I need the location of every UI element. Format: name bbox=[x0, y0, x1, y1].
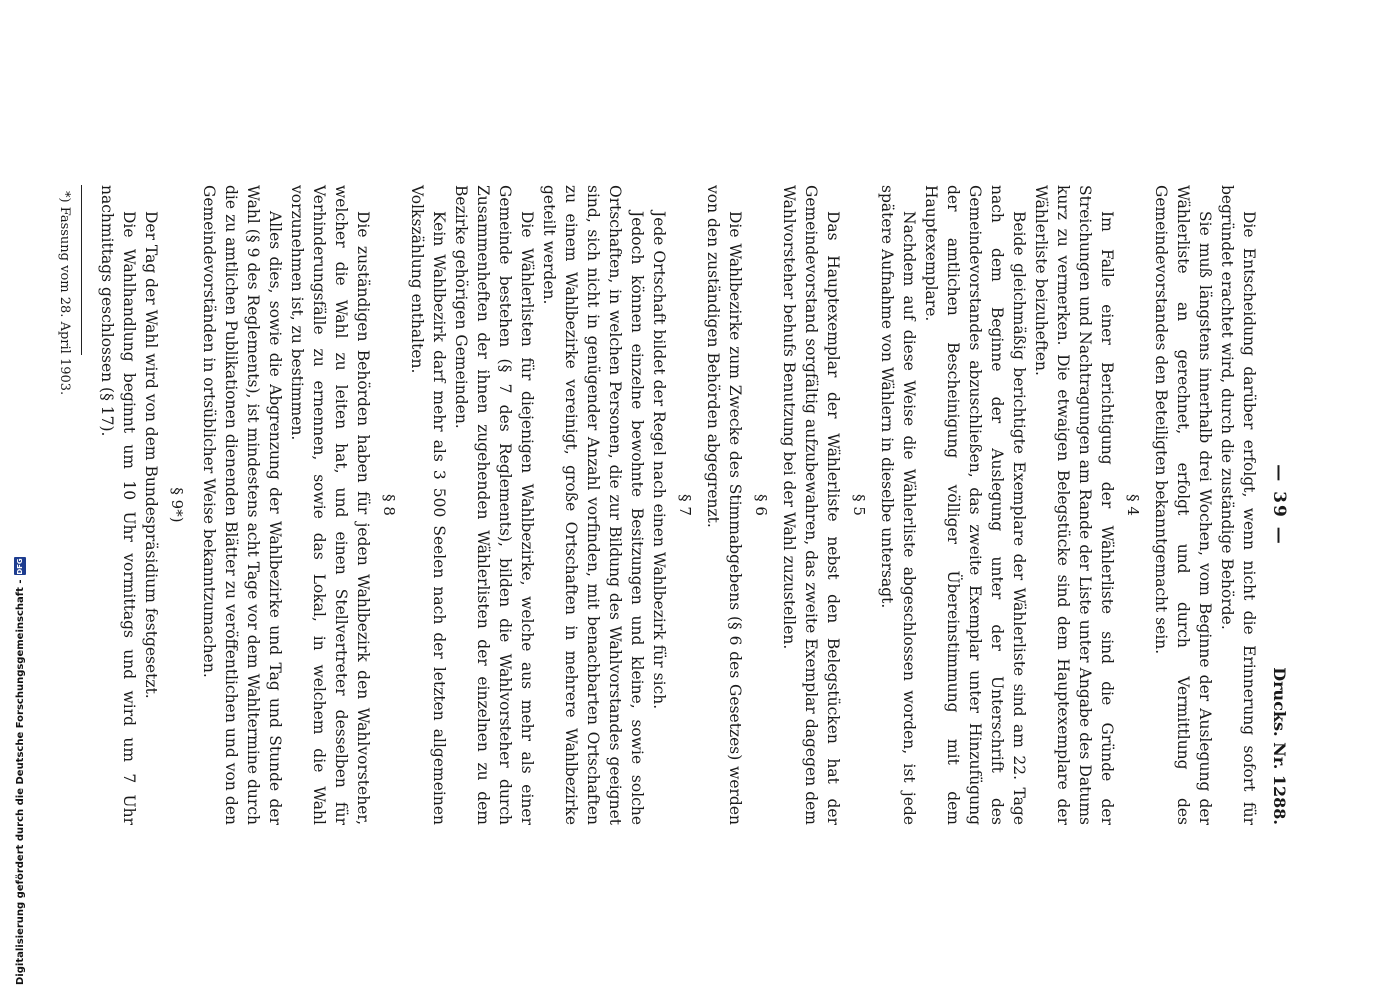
paragraph: Beide gleichmäßig berichtigte Exemplare der Wählerliste sind am 22. Tage nach dem Beginne der Auslegung unter der Unterschrift des Gemeindevorstandes abzuschließen, das zweite Exemplar unter Hinzufügung der amtlichen Bescheinigung völliger Übereinstimmung mit dem Hauptexemplare. bbox=[922, 185, 1028, 825]
paragraph: Alles dies, sowie die Abgrenzung der Wahlbezirke und Tag und Stunde der Wahl (§ 9 des Reglements), ist mindestens acht Tage vor dem Wahltermine durch die zu amtlichen Publikationen dienenden Blätter zu veröffentlichen und von den Gemeindevorständen in ortsüblicher Weise bekanntzumachen. bbox=[200, 185, 284, 825]
paragraph: Nachdem auf diese Weise die Wählerliste abgeschlossen worden, ist jede spätere Aufnahme von Wählern in dieselbe untersagt. bbox=[878, 185, 918, 825]
section-heading: § 9*) bbox=[168, 487, 186, 523]
section-heading: § 6 bbox=[752, 494, 770, 516]
footnote-divider bbox=[81, 185, 82, 355]
page-number: — 39 — bbox=[1269, 464, 1289, 546]
paragraph: Kein Wahlbezirk darf mehr als 3 500 Seelen nach der letzten allgemeinen Volkszählung enthalten. bbox=[408, 185, 448, 825]
paragraph: Jede Ortschaft bildet der Regel nach einen Wahlbezirk für sich. bbox=[650, 211, 668, 710]
paragraph: Die Wählerlisten für diejenigen Wahlbezirke, welche aus mehr als einer Gemeinde bestehen (§ 7 des Reglements), bilden die Wahlvorsteher durch Zusammenheften der ihnen zugehenden Wählerlisten der einzelnen zu dem Bezirke gehörigen Gemeinden. bbox=[452, 185, 536, 825]
section-heading: § 8 bbox=[380, 494, 398, 516]
print-reference: Drucks. Nr. 1288. bbox=[1270, 667, 1289, 825]
dfg-logo-icon: DFG bbox=[16, 558, 24, 575]
paragraph: Die Wahlbezirke zum Zwecke des Stimmabgebens (§ 6 des Gesetzes) werden von den zuständigen Behörden abgegrenzt. bbox=[704, 185, 744, 825]
paragraph: Jedoch können einzelne bewohnte Besitzungen und kleine, sowie solche Ortschaften, in welchen Personen, die zur Bildung des Wahlvorstandes geeignet sind, sich nicht in genügender Anzahl vorfinden, mit benachbarten Ortschaften zu einem Wahlbezirke vereinigt, große Ortschaften in mehrere Wahlbezirke geteilt werden. bbox=[540, 185, 646, 825]
paragraph: Die zuständigen Behörden haben für jeden Wahlbezirk den Wahlvorsteher, welcher die Wahl zu leiten hat, und einen Stellvertreter desselben für Verhinderungsfälle zu ernennen, sowie das Lokal, in welchem die Wahl vorzunehmen ist, zu bestimmen. bbox=[288, 185, 372, 825]
paragraph: Das Hauptexemplar der Wählerliste nebst den Belegstücken hat der Gemeindevorstand sorgfältig aufzubewahren, das zweite Exemplar dagegen dem Wahlvorsteher behufs Benutzung bei der Wahl zuzustellen. bbox=[780, 185, 842, 825]
paragraph: Der Tag der Wahl wird von dem Bundespräsidium festgesetzt. bbox=[142, 211, 160, 699]
footnote: *) Fassung vom 28. April 1903. bbox=[57, 191, 72, 396]
paragraph: Im Falle einer Berichtigung der Wählerliste sind die Gründe der Streichungen und Nachtragungen am Rande der Liste unter Angabe des Datums kurz zu vermerken. Die etwaigen Belegstücke sind dem Hauptexemplare der Wählerliste beizuheften. bbox=[1032, 185, 1116, 825]
digitization-credit bbox=[12, 525, 28, 985]
document-page bbox=[57, 185, 1290, 825]
paragraph: Sie muß längstens innerhalb drei Wochen, vom Beginne der Auslegung der Wählerliste an gerechnet, erfolgt und durch Vermittlung des Gemeindevorstandes den Beteiligten bekanntgemacht sein. bbox=[1152, 185, 1214, 825]
section-heading: § 4 bbox=[1124, 494, 1142, 516]
credit-text: Digitalisierung gefördert durch die Deutsche Forschungsgemeinschaft - bbox=[14, 579, 26, 985]
page-header bbox=[1260, 185, 1290, 825]
rotated-page bbox=[57, 185, 1290, 825]
paragraph: Die Entscheidung darüber erfolgt, wenn nicht die Erinnerung sofort für begründet erachtet wird, durch die zuständige Behörde. bbox=[1218, 185, 1258, 825]
section-heading: § 7 bbox=[676, 494, 694, 516]
section-heading: § 5 bbox=[850, 494, 868, 516]
paragraph: Die Wahlhandlung beginnt um 10 Uhr vormittags und wird um 7 Uhr nachmittags geschlossen (§ 17). bbox=[98, 185, 138, 825]
